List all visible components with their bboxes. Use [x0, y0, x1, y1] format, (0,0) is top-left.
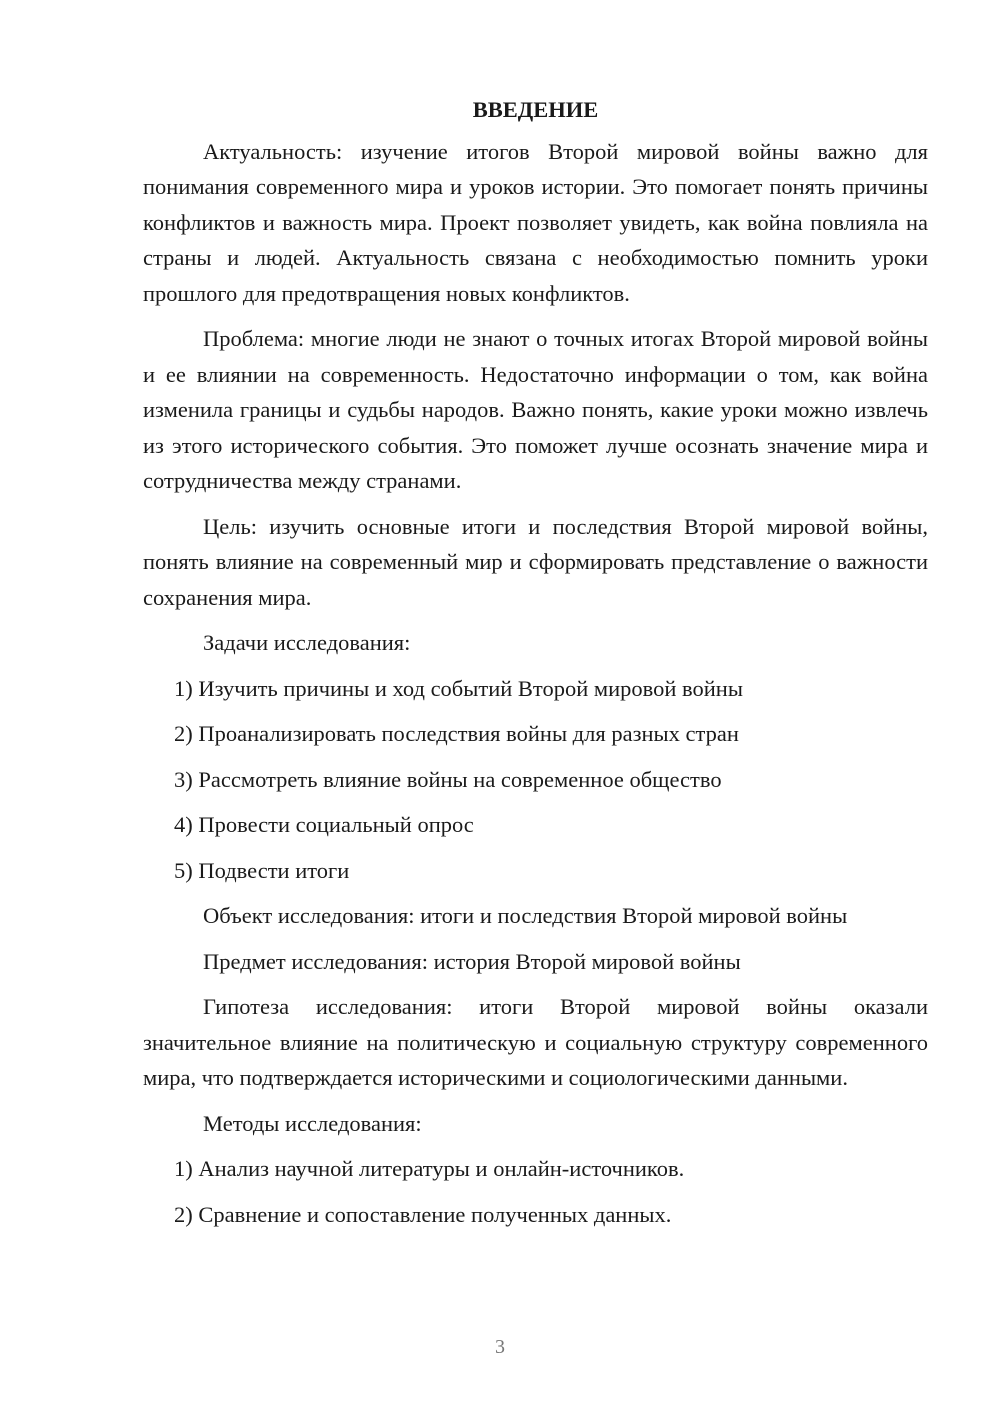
relevance-paragraph: Актуальность: изучение итогов Второй мировой войны важно для понимания современного мира и уроков истории. Это помогает понять причины конфликтов и важность мира. Проект позволяет увидеть, как война повлияла на страны и людей. Актуальность связана с необходимостью помнить уроки прошлого для предотвращения новых конфликтов. [143, 138, 928, 306]
goal-paragraph: Цель: изучить основные итоги и последствия Второй мировой войны, понять влияние на современный мир и сформировать представление о важности сохранения мира. [143, 513, 928, 610]
page-number: 3 [495, 1336, 505, 1358]
task-item-5: 5) Подвести итоги [174, 857, 350, 883]
task-item-4: 4) Провести социальный опрос [174, 812, 474, 837]
research-object: Объект исследования: итоги и последствия Второй мировой войны [203, 903, 848, 928]
research-subject: Предмет исследования: история Второй мировой войны [203, 948, 741, 974]
task-item-2: 2) Проанализировать последствия войны для разных стран [174, 721, 739, 746]
methods-heading: Методы исследования: [203, 1110, 422, 1136]
section-title: ВВЕДЕНИЕ [472, 97, 599, 122]
task-item-3: 3) Рассмотреть влияние войны на современное общество [174, 766, 722, 792]
hypothesis-paragraph: Гипотеза исследования: итоги Второй мировой войны оказали значительное влияние на политическую и социальную структуру современного мира, что подтверждается историческими и социологическими данными. [143, 994, 928, 1090]
tasks-heading: Задачи исследования: [203, 630, 411, 655]
method-item-2: 2) Сравнение и сопоставление полученных данных. [174, 1201, 672, 1227]
problem-paragraph: Проблема: многие люди не знают о точных итогах Второй мировой войны и ее влиянии на современность. Недостаточно информации о том, как война изменила границы и судьбы народов. Важно понять, какие уроки можно извлечь из этого исторического события. Это поможет лучше осознать значение мира и сотрудничества между странами. [143, 326, 928, 493]
page-content [143, 92, 928, 1242]
method-item-1: 1) Анализ научной литературы и онлайн-источников. [174, 1156, 685, 1181]
task-item-1: 1) Изучить причины и ход событий Второй мировой войны [174, 675, 743, 701]
